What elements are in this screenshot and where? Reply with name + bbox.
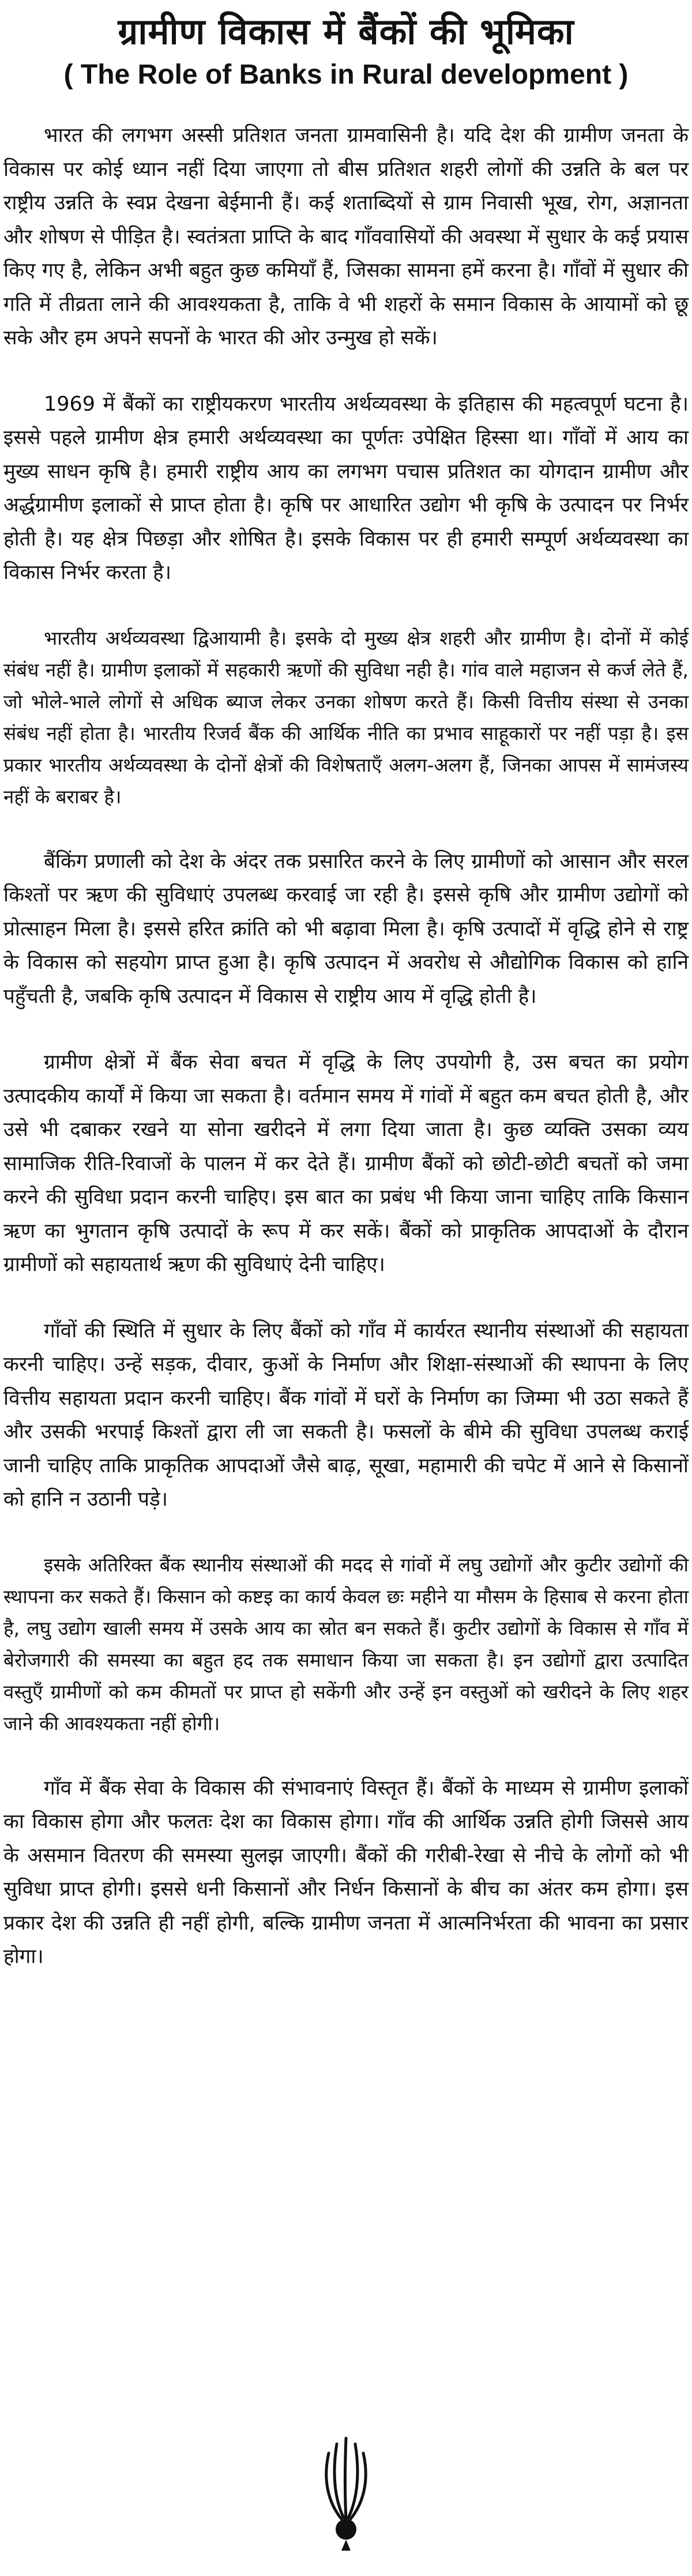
decorative-end-ornament-icon	[311, 2432, 381, 2554]
paragraph-6: गाँवों की स्थिति में सुधार के लिए बैंकों को गाँव में कार्यरत स्थानीय संस्थाओं की सहायता करनी चाहिए। उन्हें सड़क, दीवार, कुओं के निर्माण और शिक्षा-संस्थाओं की स्थापना के लिए वित्तीय सहायता प्रदान करनी चाहिए। बैंक गांवों में घरों के निर्माण का जिम्मा भी उठा सकते हैं और उसकी भरपाई किश्तों द्वारा ली जा सकती है। फसलों के बीमे की सुविधा उपलब्ध कराई जानी चाहिए ताकि प्राकृतिक आपदाओं जैसे बाढ़, सूखा, महामारी की चपेट में आने से किसानों को हानि न उठानी पड़े।	[3, 1319, 689, 1511]
paragraph-2: 1969 में बैंकों का राष्ट्रीयकरण भारतीय अर्थव्यवस्था के इतिहास की महत्वपूर्ण घटना है। इससे पहले ग्रामीण क्षेत्र हमारी अर्थव्यवस्था का पूर्णतः उपेक्षित हिस्सा था। गाँवों में आय का मुख्य साधन कृषि है। हमारी राष्ट्रीय आय का लगभग पचास प्रतिशत का योगदान ग्रामीण और अर्द्धग्रामीण इलाकों से प्राप्त होता है। कृषि पर आधारित उद्योग भी कृषि के उत्पादन पर निर्भर होती है। यह क्षेत्र पिछड़ा और शोषित है। इसके विकास पर ही हमारी सम्पूर्ण अर्थव्यवस्था का विकास निर्भर करता है।	[3, 392, 689, 584]
paragraph-4: बैंकिंग प्रणाली को देश के अंदर तक प्रसारित करने के लिए ग्रामीणों को आसान और सरल किश्तों पर ऋण की सुविधाएं उपलब्ध करवाई जा रही है। इससे कृषि और ग्रामीण उद्योगों को प्रोत्साहन मिला है। इससे हरित क्रांति को भी बढ़ावा मिला है। कृषि उत्पादों में वृद्धि होने से राष्ट्र के विकास को सहयोग प्राप्त हुआ है। कृषि उत्पादन में अवरोध से औद्योगिक विकास को हानि पहुँचती है, जबकि कृषि उत्पादन में विकास से राष्ट्रीय आय में वृद्धि होती है।	[3, 849, 689, 1008]
paragraph-1: भारत की लगभग अस्सी प्रतिशत जनता ग्रामवासिनी है। यदि देश की ग्रामीण जनता के विकास पर कोई ध्यान नहीं दिया जाएगा तो बीस प्रतिशत शहरी लोगों की उन्नति के बल पर राष्ट्रीय उन्नति के स्वप्न देखना बेईमानी हैं। कई शताब्दियों से ग्राम निवासी भूख, रोग, अज्ञानता और शोषण से पीड़ित है। स्वतंत्रता प्राप्ति के बाद गाँववासियों की अवस्था में सुधार के कई प्रयास किए गए है, लेकिन अभी बहुत कुछ कमियाँ हैं, जिसका सामना हमें करना है। गाँवों में सुधार की गति में तीव्रता लाने की आवश्यकता है, ताकि वे भी शहरों के समान विकास के आयामों को छू सके और हम अपने सपनों के भारत की ओर उन्मुख हो सकें।	[3, 124, 689, 349]
paragraph-5: ग्रामीण क्षेत्रों में बैंक सेवा बचत में वृद्धि के लिए उपयोगी है, उस बचत का प्रयोग उत्पादकीय कार्यों में किया जा सकता है। वर्तमान समय में गांवों में बहुत कम बचत होती है, और उसे भी दबाकर रखने या सोना खरीदने में लगा दिया जाता है। कुछ व्यक्ति उसका व्यय सामाजिक रीति-रिवाजों के पालन में कर देते हैं। ग्रामीण बैंकों को छोटी-छोटी बचतों को जमा करने की सुविधा प्रदान करनी चाहिए। इस बात का प्रबंध भी किया जाना चाहिए ताकि किसान ऋण का भुगतान कृषि उत्पादों के रूप में कर सकें। बैंकों को प्राकृतिक आपदाओं के दौरान ग्रामीणों को सहायतार्थ ऋण की सुविधाएं देनी चाहिए।	[3, 1051, 689, 1276]
article-body	[3, 119, 689, 1974]
paragraph-3: भारतीय अर्थव्यवस्था द्विआयामी है। इसके दो मुख्य क्षेत्र शहरी और ग्रामीण है। दोनों में कोई संबंध नहीं है। ग्रामीण इलाकों में सहकारी ऋणों की सुविधा नही है। गांव वाले महाजन से कर्ज लेते हैं, जो भोले-भाले लोगों से अधिक ब्याज लेकर उनका शोषण करते हैं। किसी वित्तीय संस्था से उनका संबंध नहीं होता है। भारतीय रिजर्व बैंक की आर्थिक नीति का प्रभाव साहूकारों पर नहीं पड़ा है। इस प्रकार भारतीय अर्थव्यवस्था के दोनों क्षेत्रों की विशेषताएँ अलग-अलग हैं, जिनका आपस में सामंजस्य नहीं के बराबर है।	[3, 626, 689, 808]
paragraph-7: इसके अतिरिक्त बैंक स्थानीय संस्थाओं की मदद से गांवों में लघु उद्योगों और कुटीर उद्योगों की स्थापना कर सकते हैं। किसान को कष्टइ का कार्य केवल छः महीने या मौसम के हिसाब से करना होता है, लघु उद्योग खाली समय में उसके आय का स्रोत बन सकते हैं। कुटीर उद्योगों के विकास से गाँव में बेरोजगारी की समस्या का बहुत हद तक समाधान किया जा सकता है। इन उद्योगों द्वारा उत्पादित वस्तुएँ ग्रामीणों को कम कीमतों पर प्राप्त हो सकेंगी और उन्हें इन वस्तुओं को खरीदने के लिए शहर जाने की आवश्यकता नहीं होगी।	[3, 1553, 689, 1735]
page-title-hindi: ग्रामीण विकास में बैंकों की भूमिका	[118, 10, 574, 52]
page-title-english: ( The Role of Banks in Rural development )	[63, 59, 629, 90]
paragraph-8: गाँव में बैंक सेवा के विकास की संभावनाएं विस्तृत हैं। बैंकों के माध्यम से ग्रामीण इलाकों का विकास होगा और फलतः देश का विकास होगा। गाँव की आर्थिक उन्नति होगी जिससे आय के असमान वितरण की समस्या सुलझ जाएगी। बैंकों की गरीबी-रेखा से नीचे के लोगों को भी सुविधा प्राप्त होगी। इससे धनी किसानों और निर्धन किसानों के बीच का अंतर कम होगा। इस प्रकार देश की उन्नति ही नहीं होगी, बल्कि ग्रामीण जनता में आत्मनिर्भरता की भावना का प्रसार होगा।	[3, 1776, 689, 1968]
